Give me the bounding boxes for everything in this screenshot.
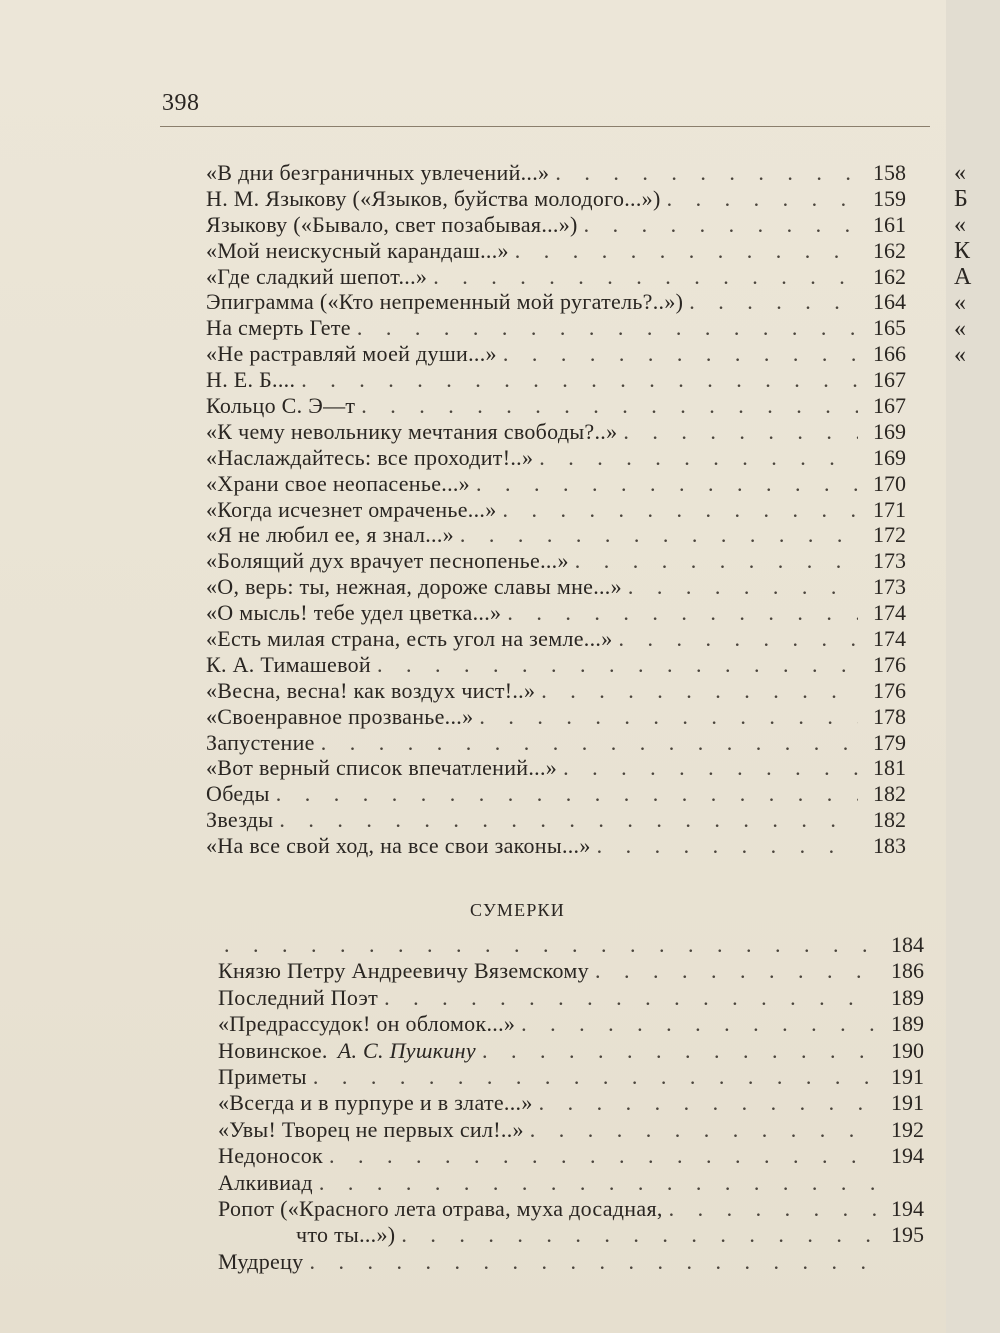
toc-entry — [218, 1249, 924, 1275]
leader-dots — [433, 264, 858, 290]
leader-dots — [384, 985, 876, 1011]
toc-entry — [206, 807, 906, 833]
toc-entry-title: Запустение — [206, 729, 315, 755]
toc-entry-page: 174 — [873, 626, 906, 652]
toc-entry-title: К. А. Тимашевой — [206, 651, 371, 677]
toc-entry — [218, 1011, 924, 1037]
toc-entry-page: 169 — [873, 418, 906, 444]
toc-entry-page: 176 — [873, 651, 906, 677]
toc-entry-title: Языкову («Бывало, свет позабывая...») — [206, 211, 578, 237]
leader-dots — [555, 160, 858, 186]
toc-entry — [206, 264, 906, 290]
toc-entry-title: «Храни свое неопасенье...» — [206, 470, 470, 496]
leader-dots — [309, 1249, 876, 1275]
toc-entry — [206, 730, 906, 756]
toc-entry — [206, 160, 906, 186]
leader-dots — [479, 704, 858, 730]
toc-entry-title: Недоносок — [218, 1143, 324, 1169]
adjacent-page-fragment: Б — [954, 186, 968, 212]
toc-entry-title: «Предрассудок! он обломок...» — [218, 1011, 516, 1037]
leader-dots — [503, 497, 859, 523]
toc-entry-title: «Я не любил ее, я знал...» — [206, 522, 454, 548]
leader-dots — [301, 367, 858, 393]
leader-dots — [584, 212, 858, 238]
toc-entry-page: 173 — [873, 548, 906, 574]
leader-dots — [482, 1038, 876, 1064]
header-rule — [160, 126, 930, 127]
leader-dots — [460, 522, 858, 548]
toc-entry — [206, 833, 906, 859]
toc-entry — [218, 985, 924, 1011]
toc-entry-page: 170 — [873, 470, 906, 496]
toc-entry-title: «Есть милая страна, есть угол на земле...» — [206, 626, 613, 652]
adjacent-page-edge — [946, 0, 1000, 1333]
toc-entry-title: «Увы! Творец не первых сил!..» — [218, 1116, 524, 1142]
toc-entry-page: 167 — [873, 393, 906, 419]
toc-entry-page: 194 — [891, 1195, 924, 1221]
toc-entry-title: Н. Е. Б.... — [206, 367, 296, 393]
toc-entry-title: «В дни безграничных увлечений...» — [206, 160, 550, 185]
toc-entry-page: 182 — [873, 781, 906, 807]
leader-dots — [276, 781, 858, 807]
adjacent-page-fragment: К — [954, 238, 971, 264]
leader-dots — [503, 341, 858, 367]
toc-entry — [218, 1064, 924, 1090]
toc-entry — [206, 393, 906, 419]
toc-entry-page: 189 — [891, 1011, 924, 1037]
toc-entry-title: Обеды — [206, 781, 270, 807]
toc-entry-title: «Мой неискусный карандаш...» — [206, 237, 509, 263]
toc-entry-page: 167 — [873, 367, 906, 393]
toc-entry-title: «Не растравляй моей души...» — [206, 341, 497, 367]
page-number: 398 — [162, 90, 200, 116]
toc-entry — [206, 678, 906, 704]
leader-dots — [357, 315, 858, 341]
toc-entry-page: 165 — [873, 315, 906, 341]
toc-entry-page: 179 — [873, 729, 906, 755]
toc-entry — [218, 1038, 924, 1064]
adjacent-page-fragment: « — [954, 342, 966, 368]
toc-entry-page: 164 — [873, 289, 906, 315]
toc-entry-title: Звезды — [206, 807, 274, 833]
leader-dots — [539, 445, 858, 471]
toc-entry — [206, 574, 906, 600]
toc-entry-title-italic: А. С. Пушкину — [337, 1037, 476, 1063]
toc-entry-page: 158 — [873, 160, 906, 185]
toc-entry — [218, 1196, 924, 1222]
leader-dots — [669, 1196, 876, 1222]
toc-entry — [218, 1117, 924, 1143]
toc-entry-page: 186 — [891, 958, 924, 984]
toc-entry-title: Приметы — [218, 1063, 307, 1089]
toc-entry-page: 195 — [891, 1222, 924, 1248]
toc-entry-title: Н. М. Языкову («Языков, буйства молодого...») — [206, 185, 661, 211]
toc-entry-title: что ты...») — [296, 1222, 396, 1248]
leader-dots — [401, 1222, 876, 1248]
toc-entry-title: «На все свой ход, на все свои законы...» — [206, 833, 591, 859]
toc-entry-title: Новинское. — [218, 1037, 328, 1063]
toc-entry — [206, 186, 906, 212]
toc-entry-page: 166 — [873, 341, 906, 367]
toc-entry-page: 194 — [891, 1143, 924, 1169]
leader-dots — [619, 626, 858, 652]
toc-entry-page: 169 — [873, 444, 906, 470]
toc-entry-title: «Вот верный список впечатлений...» — [206, 755, 558, 781]
toc-entry-title: «Где сладкий шепот...» — [206, 263, 428, 289]
toc-entry — [206, 497, 906, 523]
leader-dots — [530, 1117, 876, 1143]
toc-entry-title: Последний Поэт — [218, 984, 379, 1010]
adjacent-page-fragment: « — [954, 316, 966, 342]
toc-entry — [206, 522, 906, 548]
leader-dots — [623, 419, 858, 445]
leader-dots — [224, 932, 876, 958]
toc-entry-title: Мудрецу — [218, 1248, 304, 1274]
toc-entry-title: «Весна, весна! как воздух чист!..» — [206, 677, 536, 703]
toc-entry — [206, 548, 906, 574]
toc-entry-page: 172 — [873, 522, 906, 548]
toc-entry-title: «Болящий дух врачует песнопенье...» — [206, 548, 569, 574]
toc-entry — [206, 367, 906, 393]
leader-dots — [515, 238, 858, 264]
toc-entry-page: 176 — [873, 677, 906, 703]
toc-entry-title: Князю Петру Андреевичу Вяземскому — [218, 958, 589, 984]
toc-entry-title: «О, верь: ты, нежная, дороже славы мне...» — [206, 574, 622, 600]
toc-entry-page: 182 — [873, 807, 906, 833]
toc-entry-page: 184 — [891, 932, 924, 957]
leader-dots — [319, 1170, 876, 1196]
leader-dots — [541, 678, 858, 704]
adjacent-page-fragment: « — [954, 212, 966, 238]
toc-entry-title: «Когда исчезнет омраченье...» — [206, 496, 497, 522]
toc-entry — [206, 445, 906, 471]
toc-entry-page: 162 — [873, 263, 906, 289]
toc-entry-page: 191 — [891, 1063, 924, 1089]
toc-entry — [218, 932, 924, 958]
toc-entry — [218, 1143, 924, 1169]
adjacent-page-fragment: « — [954, 290, 966, 316]
leader-dots — [597, 833, 858, 859]
toc-entry-title: «Наслаждайтесь: все проходит!..» — [206, 444, 534, 470]
leader-dots — [689, 289, 858, 315]
toc-entry-page: 191 — [891, 1090, 924, 1116]
toc-entry — [206, 341, 906, 367]
leader-dots — [329, 1143, 876, 1169]
toc-entry-page: 192 — [891, 1116, 924, 1142]
leader-dots — [377, 652, 858, 678]
toc-entry-page: 189 — [891, 984, 924, 1010]
toc-entry-page: 181 — [873, 755, 906, 781]
toc-entry-title: Кольцо С. Э—т — [206, 393, 356, 419]
toc-entry — [206, 600, 906, 626]
toc-entry — [218, 1170, 924, 1196]
toc-entry-page: 161 — [873, 211, 906, 237]
toc-entry-page: 190 — [891, 1037, 924, 1063]
toc-entry — [206, 289, 906, 315]
toc-entry — [206, 781, 906, 807]
leader-dots — [539, 1090, 876, 1116]
toc-entry — [206, 704, 906, 730]
leader-dots — [279, 807, 858, 833]
adjacent-page-fragment: А — [954, 264, 972, 290]
toc-entry-title: Ропот («Красного лета отрава, муха досадная, — [218, 1195, 663, 1221]
toc-entry — [206, 212, 906, 238]
leader-dots — [575, 548, 858, 574]
leader-dots — [321, 730, 858, 756]
toc-entry-title: «Всегда и в пурпуре и в злате...» — [218, 1090, 533, 1116]
leader-dots — [313, 1064, 876, 1090]
toc-section-1 — [206, 160, 906, 859]
toc-entry-page: 178 — [873, 703, 906, 729]
toc-entry-page: 173 — [873, 574, 906, 600]
toc-entry-title: «О мысль! тебе удел цветка...» — [206, 600, 502, 626]
toc-entry-title: Алкивиад — [218, 1169, 313, 1195]
toc-entry-page: 174 — [873, 600, 906, 626]
toc-entry-title: На смерть Гете — [206, 315, 351, 341]
toc-entry — [218, 1222, 924, 1248]
toc-entry — [218, 958, 924, 984]
leader-dots — [361, 393, 858, 419]
toc-entry — [206, 652, 906, 678]
toc-entry — [206, 238, 906, 264]
toc-entry — [206, 471, 906, 497]
leader-dots — [667, 186, 858, 212]
toc-entry — [218, 1090, 924, 1116]
leader-dots — [563, 755, 858, 781]
toc-entry-page: 159 — [873, 185, 906, 211]
toc-entry — [206, 315, 906, 341]
toc-entry — [206, 419, 906, 445]
leader-dots — [476, 471, 858, 497]
toc-entry — [206, 755, 906, 781]
toc-entry-page: 171 — [873, 496, 906, 522]
leader-dots — [628, 574, 858, 600]
toc-entry-page: 162 — [873, 237, 906, 263]
toc-entry-title: Эпиграмма («Кто непременный мой ругатель?..») — [206, 289, 684, 315]
toc-entry-page: 183 — [873, 833, 906, 859]
toc-entry — [206, 626, 906, 652]
section-heading: СУМЕРКИ — [470, 900, 565, 920]
toc-section-2 — [218, 932, 924, 1275]
adjacent-page-fragment: « — [954, 160, 966, 186]
toc-entry-title: «Своенравное прозванье...» — [206, 703, 474, 729]
leader-dots — [507, 600, 858, 626]
leader-dots — [595, 958, 876, 984]
toc-entry-title: «К чему невольнику мечтания свободы?..» — [206, 418, 618, 444]
leader-dots — [521, 1011, 876, 1037]
